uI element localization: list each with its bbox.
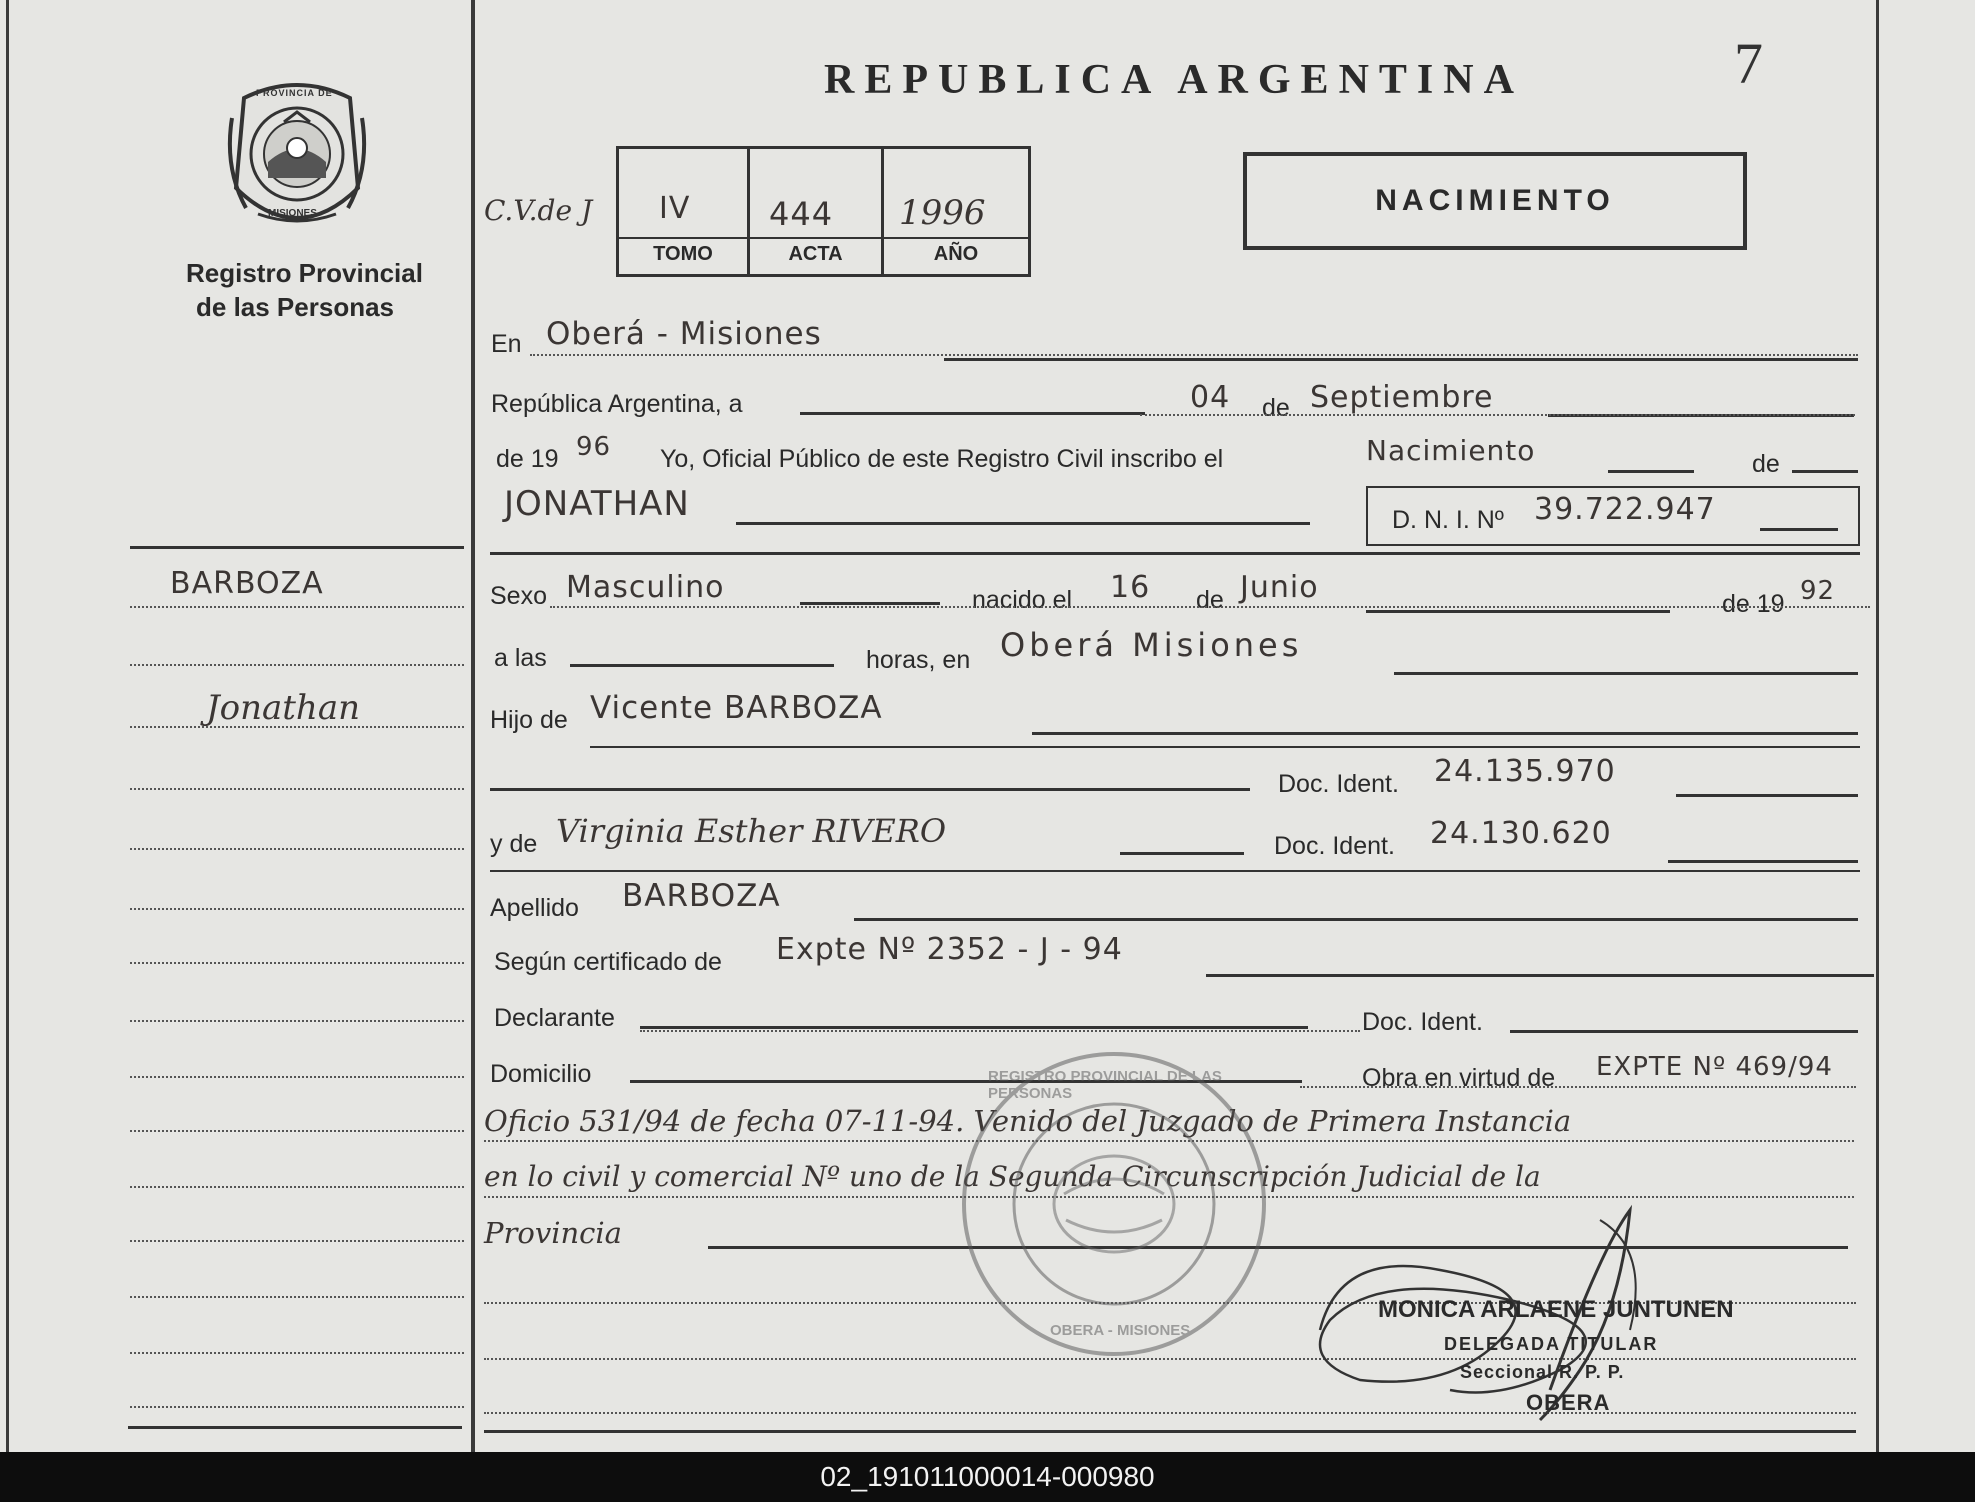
- year-prefix: de 19: [496, 445, 559, 473]
- yo-text: Yo, Oficial Público de este Registro Civil inscribo el: [660, 445, 1224, 473]
- margin-line: [130, 1020, 464, 1022]
- seal-text-bottom: MISIONES: [268, 208, 317, 219]
- birth-place: Oberá Misiones: [1000, 626, 1303, 664]
- margin-line: [130, 1186, 464, 1188]
- dotted-line: [550, 606, 1870, 608]
- sexo-label: Sexo: [490, 582, 547, 610]
- birth-day: 16: [1110, 570, 1151, 605]
- margin-separator: [130, 546, 464, 549]
- registry-line-1: Registro Provincial: [186, 258, 423, 288]
- line: [490, 870, 1860, 872]
- mother-value: Virginia Esther RIVERO: [556, 812, 947, 850]
- line: [944, 358, 1858, 361]
- stamp-text: REGISTRO PROVINCIAL DE LAS PERSONAS: [988, 1068, 1222, 1102]
- margin-line: [130, 1240, 464, 1242]
- dni-label: D. N. I. Nº: [1392, 506, 1504, 534]
- image-id-footer: 02_191011000014-000980: [0, 1452, 1975, 1502]
- page-number: 7: [1734, 31, 1763, 96]
- official-stamp: [954, 1044, 1274, 1364]
- document-title: REPUBLICA ARGENTINA: [824, 57, 1524, 103]
- de-label: de: [1262, 394, 1290, 422]
- dotted-line: [1300, 1086, 1856, 1088]
- domicilio-label: Domicilio: [490, 1060, 592, 1088]
- apellido-label: Apellido: [490, 894, 579, 922]
- horas-label: horas, en: [866, 646, 971, 674]
- margin-line: [130, 1076, 464, 1078]
- dni-value: 39.722.947: [1534, 492, 1716, 527]
- birth-month: Junio: [1240, 570, 1319, 605]
- tomo-value: IV: [659, 191, 691, 226]
- dotted-line: [640, 1030, 1360, 1032]
- line: [1668, 860, 1858, 863]
- republica-label: República Argentina, a: [491, 390, 743, 418]
- line: [1206, 974, 1874, 977]
- record-type-box: [1243, 152, 1747, 250]
- margin-line: [130, 1406, 464, 1408]
- line: [590, 746, 1860, 748]
- a-las-label: a las: [494, 644, 547, 672]
- line: [640, 1026, 1308, 1029]
- signer-city: OBERA: [1526, 1390, 1611, 1415]
- seal-text-top: PROVINCIA DE: [256, 88, 333, 98]
- line: [1366, 610, 1670, 613]
- margin-given-name: Jonathan: [206, 688, 360, 728]
- margin-bottom-line: [128, 1426, 462, 1429]
- yde-label: y de: [490, 830, 538, 858]
- line: [490, 788, 1250, 791]
- province-seal: [224, 78, 370, 236]
- line: [1760, 528, 1838, 531]
- act-value: Nacimiento: [1366, 434, 1536, 467]
- note-line-3: Provincia: [484, 1216, 622, 1250]
- act-de-label: de: [1752, 450, 1780, 478]
- month-value: Septiembre: [1310, 380, 1494, 415]
- nacido-label: nacido el: [972, 586, 1073, 614]
- dotted-line: [1140, 414, 1855, 416]
- declarante-doc-label: Doc. Ident.: [1362, 1008, 1483, 1036]
- hijo-label: Hijo de: [490, 706, 568, 734]
- margin-line: [130, 606, 464, 608]
- ano-value: 1996: [899, 193, 986, 233]
- birth-de-label: de: [1196, 586, 1224, 614]
- tomo-label: TOMO: [653, 243, 713, 265]
- margin-line: [130, 788, 464, 790]
- margin-line: [130, 848, 464, 850]
- name-value: JONATHAN: [504, 484, 690, 524]
- ref-prefix: C.V.de J: [484, 194, 593, 227]
- segun-value: Expte Nº 2352 - J - 94: [776, 932, 1123, 967]
- line: [1792, 470, 1858, 473]
- margin-line: [130, 1352, 464, 1354]
- stamp-city: OBERA - MISIONES: [1050, 1322, 1191, 1339]
- line: [484, 1430, 1856, 1433]
- line: [1608, 470, 1694, 473]
- line: [1676, 794, 1858, 797]
- line: [800, 602, 940, 605]
- signer-office: Seccional R. P. P.: [1460, 1362, 1625, 1382]
- father-value: Vicente BARBOZA: [590, 690, 883, 726]
- obra-label: Obra en virtud de: [1362, 1064, 1556, 1092]
- ref-table: [616, 146, 1031, 277]
- margin-line: [130, 962, 464, 964]
- dotted-line: [530, 354, 1858, 356]
- margin-line: [130, 908, 464, 910]
- margin-line: [130, 1296, 464, 1298]
- birth-year: 92: [1800, 576, 1836, 606]
- ano-label: AÑO: [933, 243, 979, 265]
- margin-line: [130, 1130, 464, 1132]
- line: [854, 918, 1858, 921]
- margin-surname: BARBOZA: [170, 566, 324, 601]
- line: [800, 412, 1145, 415]
- en-value: Oberá - Misiones: [546, 316, 822, 352]
- line: [1394, 672, 1858, 675]
- signer-role: DELEGADA TITULAR: [1444, 1334, 1659, 1354]
- segun-label: Según certificado de: [494, 948, 722, 976]
- birth-year-prefix: de 19: [1722, 590, 1785, 618]
- line: [1510, 1030, 1858, 1033]
- margin-line: [130, 664, 464, 666]
- form-separator: [490, 552, 1860, 555]
- mother-doc-label: Doc. Ident.: [1274, 832, 1395, 860]
- day-value: 04: [1190, 380, 1231, 415]
- line: [570, 664, 834, 667]
- mother-doc: 24.130.620: [1430, 816, 1612, 851]
- note-line-1: Oficio 531/94 de fecha 07-11-94. Venido del Juzgado de Primera Instancia: [484, 1104, 1572, 1138]
- margin-divider: [471, 0, 475, 1452]
- apellido-value: BARBOZA: [622, 878, 781, 914]
- line: [1120, 852, 1244, 855]
- year-value: 96: [576, 432, 612, 462]
- form-right-border: [1876, 0, 1879, 1452]
- page-left-edge: [6, 0, 9, 1452]
- father-doc-label: Doc. Ident.: [1278, 770, 1399, 798]
- line: [1032, 732, 1858, 735]
- acta-label: ACTA: [788, 243, 843, 265]
- acta-value: 444: [769, 195, 834, 233]
- father-doc: 24.135.970: [1434, 754, 1616, 789]
- record-type-label: NACIMIENTO: [1375, 184, 1615, 217]
- obra-value: EXPTE Nº 469/94: [1596, 1052, 1833, 1082]
- line: [736, 522, 1310, 525]
- signer-name: MONICA ARLAENE JUNTUNEN: [1378, 1296, 1734, 1323]
- en-label: En: [491, 330, 522, 358]
- sexo-value: Masculino: [566, 570, 725, 605]
- registry-line-2: de las Personas: [196, 292, 394, 322]
- note-line-2: en lo civil y comercial Nº uno de la Segunda Circunscripción Judicial de la: [484, 1160, 1541, 1193]
- declarante-label: Declarante: [494, 1004, 615, 1032]
